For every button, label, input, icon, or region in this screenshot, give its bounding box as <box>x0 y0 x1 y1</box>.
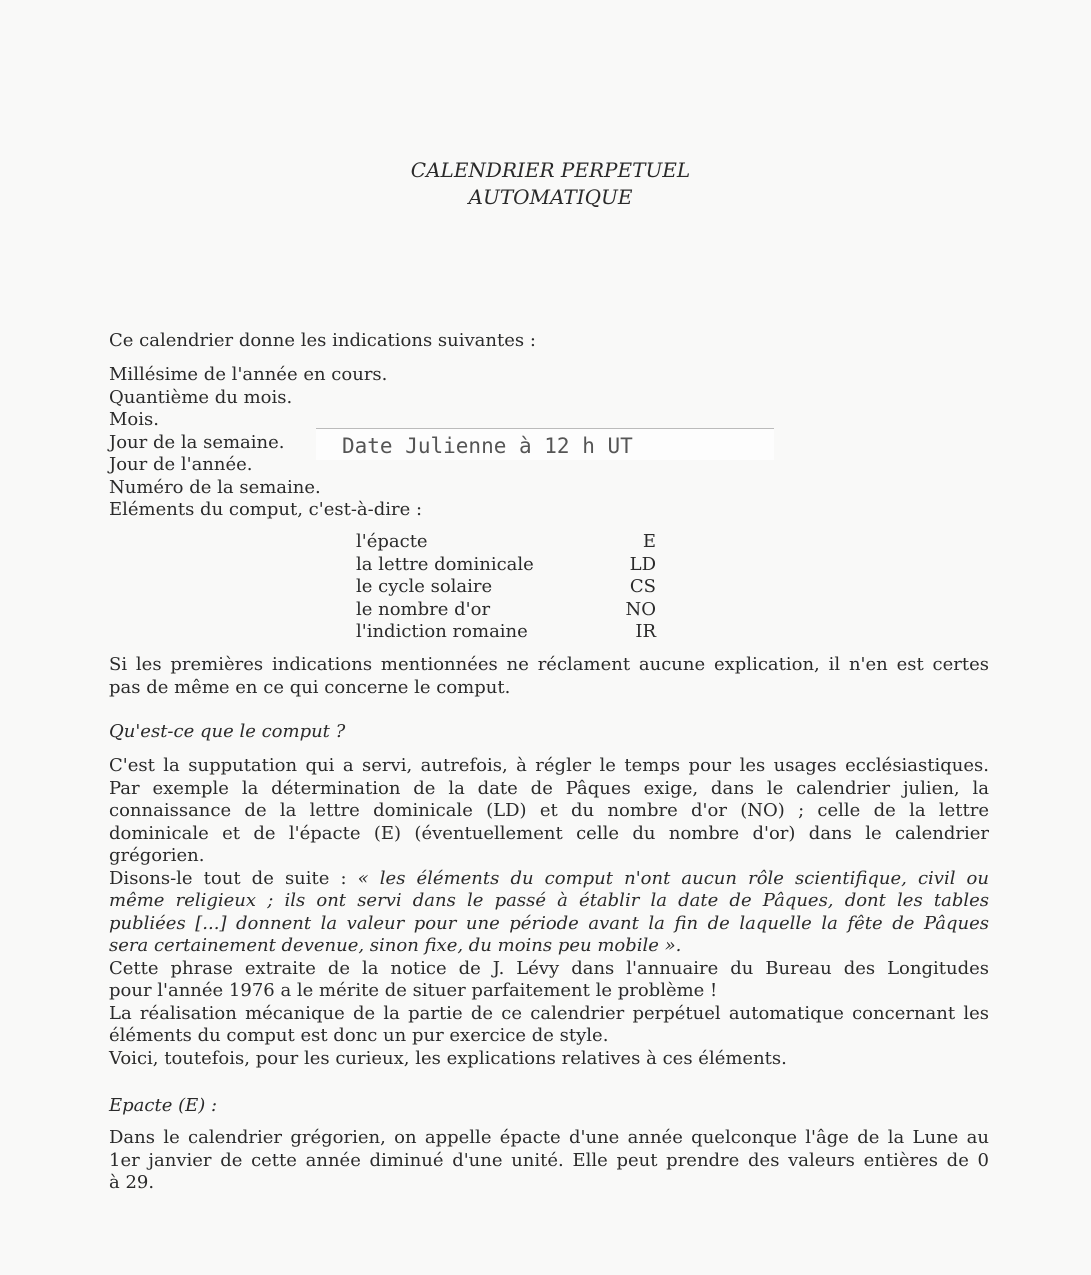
paragraph-comput-definition <box>109 755 989 1070</box>
title-line-2: AUTOMATIQUE <box>468 185 633 209</box>
table-row <box>356 554 656 577</box>
text-line: Dans le calendrier grégorien, on appelle épacte d'une année quelconque l'âge de la Lune au <box>109 1127 989 1148</box>
text-line: pas de même en ce qui concerne le comput. <box>109 676 511 698</box>
heading-what-is-comput: Qu'est-ce que le comput ? <box>109 721 346 742</box>
quote-text: publiées [...] donnent la valeur pour une période avant la fin de laquelle la fête de Pâques <box>109 912 989 934</box>
text-line <box>109 868 989 891</box>
heading-epacte: Epacte (E) : <box>109 1095 218 1116</box>
text-line: Voici, toutefois, pour les curieux, les explications relatives à ces éléments. <box>109 1047 787 1069</box>
table-row <box>356 531 656 554</box>
list-item: Jour de l'année. <box>109 454 253 475</box>
comput-name: le nombre d'or <box>356 598 491 620</box>
julian-date-stamp: Date Julienne à 12 h UT <box>316 428 774 460</box>
text-line: à 29. <box>109 1172 155 1193</box>
table-row <box>356 599 656 622</box>
text-line: 1er janvier de cette année diminué d'une unité. Elle peut prendre des valeurs entières de 0 <box>109 1149 989 1171</box>
comput-name: l'indiction romaine <box>356 621 528 642</box>
comput-abbr: LD <box>629 553 656 575</box>
text-line: connaissance de la lettre dominicale (LD) et du nombre d'or (NO) ; celle de la lettre <box>109 800 989 821</box>
table-row <box>356 576 656 599</box>
list-item: Mois. <box>109 409 159 430</box>
comput-name: le cycle solaire <box>356 576 493 597</box>
text-line: grégorien. <box>109 845 205 866</box>
text-line: dominicale et de l'épacte (E) (éventuellement celle du nombre d'or) dans le calendrier <box>109 822 989 844</box>
comput-abbr: IR <box>635 621 656 642</box>
comput-abbr: CS <box>629 576 656 597</box>
text-line: Si les premières indications mentionnées ne réclament aucune explication, il n'en est certes <box>109 654 989 675</box>
list-item: Jour de la semaine. <box>109 431 285 453</box>
comput-abbr: E <box>642 531 656 552</box>
quote-text: « les éléments du comput n'ont aucun rôle scientifique, civil ou <box>357 867 989 889</box>
text-line: Par exemple la détermination de la date de Pâques exige, dans le calendrier julien, la <box>109 777 989 799</box>
text-line: La réalisation mécanique de la partie de ce calendrier perpétuel automatique concernant les <box>109 1002 989 1024</box>
quote-text: même religieux ; ils ont servi dans le passé à établir la date de Pâques, dont les tables <box>109 890 989 911</box>
text-line: Cette phrase extraite de la notice de J. Lévy dans l'annuaire du Bureau des Longitudes <box>109 957 989 979</box>
quote-text: sera certainement devenue, sinon fixe, du moins peu mobile ». <box>109 935 682 956</box>
title-line-1: CALENDRIER PERPETUEL <box>410 158 691 182</box>
comput-elements-table <box>356 531 656 644</box>
text-line: C'est la supputation qui a servi, autrefois, à régler le temps pour les usages ecclésiastiques. <box>109 755 989 776</box>
list-item: Eléments du comput, c'est-à-dire : <box>109 499 423 520</box>
comput-abbr: NO <box>625 598 656 620</box>
quote-intro: Disons-le tout de suite : <box>109 867 358 889</box>
list-item: Quantième du mois. <box>109 386 293 408</box>
comput-name: l'épacte <box>356 531 428 552</box>
list-item: Millésime de l'année en cours. <box>109 364 388 385</box>
text-line: pour l'année 1976 a le mérite de situer parfaitement le problème ! <box>109 980 718 1001</box>
text-line: éléments du comput est donc un pur exercice de style. <box>109 1025 609 1046</box>
intro-text: Ce calendrier donne les indications suivantes : <box>109 330 536 351</box>
paragraph-explanation <box>109 654 989 699</box>
paragraph-epacte <box>109 1127 989 1195</box>
table-row <box>356 621 656 644</box>
document-title <box>0 157 1091 211</box>
list-item: Numéro de la semaine. <box>109 476 321 498</box>
comput-name: la lettre dominicale <box>356 553 534 575</box>
